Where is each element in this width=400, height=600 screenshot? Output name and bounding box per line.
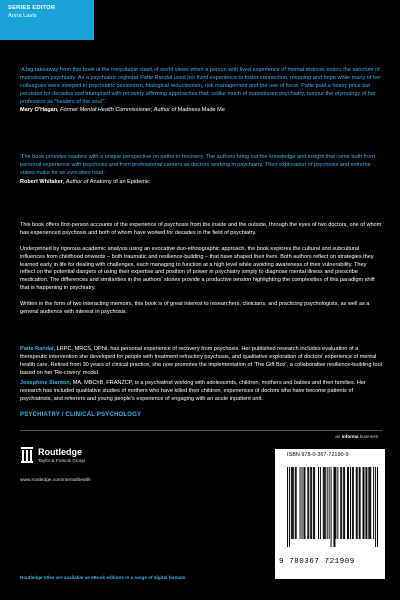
barcode-bar — [323, 467, 324, 539]
barcode-bar — [318, 467, 319, 539]
barcode-bar — [353, 467, 354, 539]
barcode-bar — [335, 467, 336, 539]
barcode-bar — [327, 467, 328, 539]
barcode-bar — [325, 467, 326, 539]
isbn-barcode — [275, 449, 385, 579]
barcode-bar — [357, 467, 358, 539]
barcode-bar — [308, 467, 309, 539]
publisher-url[interactable]: www.routledge.com/mentalhealth — [20, 478, 91, 483]
barcode-bar — [377, 467, 378, 547]
endorser-work: Madness Made Me — [177, 107, 225, 114]
description-paragraph: Written in the form of two interacting memoirs, this book is of great interest to researchers, clinicians, and practicing psychologists, as well as a general audience with interest in psychosis. — [20, 301, 370, 315]
barcode-bar — [313, 467, 314, 539]
barcode-bar — [302, 467, 303, 539]
barcode-bar — [329, 467, 330, 539]
barcode-bar — [337, 467, 338, 539]
endorsement-2 — [20, 154, 382, 187]
book-description — [20, 222, 382, 325]
author-name: Josephine Stanton — [20, 380, 70, 386]
endorser-name: Robert Whitaker — [20, 178, 63, 185]
barcode-bar — [370, 467, 371, 539]
description-paragraph: This book offers first-person accounts of the experience of psychosis from the inside and the outside, through the eyes of two doctors, one of whom has experienced psychosis and both of whom have worked for decades in the field of psychiatry. — [20, 222, 382, 236]
series-editor-box — [0, 0, 94, 40]
barcode-bar — [347, 467, 348, 539]
author-bio-text: , LRPC, MRCS, DPhil, has personal experience of recovery from psychosis. Her published research includes evaluation of a therapeutic intervention she developed for people with treatment refractory psychosis, and qualitative exploration of doctors' experience of mental health care. Retired from 30 years of clinical practice, she now promotes the implementation of 'The Gift Box', a collaborative resilience-building tool based on her 'Re-covery' model. — [20, 346, 382, 376]
author-bio-text: , MA, MBChB, FRANZCP, is a psychiatrist working with adolescents, children, mothers and babies and their families. Her research has included qualitative studies of mothers who have killed their children, experiences of doctors who have become patients of psychiatrists, and referrers and young people's experience of engaging with an acute inpatient unit. — [20, 380, 366, 402]
endorsement-1 — [20, 67, 382, 115]
informa-business-tag: an informa business — [335, 434, 378, 439]
author-bio-2 — [20, 380, 382, 404]
description-paragraph: Underpinned by rigorous academic analysis using an evocative duo-ethnographic approach, the book explores the cultural and subcultural influences from childhood onwards – both traumatic and resilience-building – that have shaped their lives. Both authors reflect on strategies they learned early in life for dealing with challenges, each managing to function at a high level while avoiding awareness of their vulnerability. They reflect on the potential dangers of using their expertise and position of power in psychiatry simply to diagnose mental illness and prescribe medication. The differences and similarities in the authors' stories provide a productive tension highlighting the complexities of this paradigm shift that is happening in psychiatry. — [20, 245, 375, 292]
barcode-bar — [293, 467, 294, 539]
barcode-bar — [331, 467, 332, 547]
barcode-bar — [304, 467, 305, 539]
endorser-role: , Former Mental Health Commissioner; Author of — [57, 107, 178, 114]
barcode-bar — [307, 467, 308, 539]
barcode-bar — [366, 467, 367, 539]
endorsement-text: 'A big takeaway from this book is the inequitable clash of world views when a person with lived experience of mental distress enters the sanctum of mainstream psychiatry. As a psychiatric registrar Patte Randal used her lived experience to foster connection, meaning and hope while many of her colleagues were steeped in psychiatric pessimism, biological reductionism, risk management and the use of force. Patte paid a heavy price but persisted for decades and triumphed with recovery affirming approaches that, unlike much of mainstream psychiatry, honour the etymology of her profession as "healers of the soul".' — [20, 67, 381, 105]
series-editor-title: SERIES EDITOR — [8, 5, 56, 11]
barcode-bar — [300, 467, 301, 539]
barcode-bar — [291, 467, 292, 539]
publisher-group: Taylor & Francis Group — [38, 457, 85, 463]
barcode-bar — [303, 467, 304, 539]
endorser-role: , Author of — [62, 178, 90, 185]
barcode-bar — [334, 467, 335, 547]
barcode-bar — [295, 467, 296, 539]
barcode-bar — [365, 467, 366, 539]
subject-category: PSYCHIATRY / CLINICAL PSYCHOLOGY — [20, 412, 142, 418]
barcode-bar — [314, 467, 315, 539]
isbn-label: ISBN 978-0-367-72190-9 — [287, 452, 349, 458]
barcode-bar — [343, 467, 344, 539]
barcode-bar — [356, 467, 357, 539]
author-name: Patte Randal — [20, 346, 54, 352]
barcode-bar — [348, 467, 349, 539]
barcode-bar — [368, 467, 369, 539]
endorsement-attribution — [20, 107, 382, 115]
endorsement-attribution — [20, 179, 382, 187]
author-bio-1 — [20, 346, 382, 378]
series-editor-name: Anna Lavis — [8, 13, 37, 19]
barcode-bar — [363, 467, 364, 539]
barcode-bar — [369, 467, 370, 539]
barcode-bar — [310, 467, 311, 539]
barcode-bars — [287, 467, 379, 547]
barcode-bar — [375, 467, 376, 547]
barcode-bar — [287, 467, 288, 547]
barcode-bar — [311, 467, 312, 539]
publisher-name: Routledge — [38, 446, 82, 457]
endorser-name: Mary O'Hagan — [20, 107, 58, 114]
barcode-bar — [333, 467, 334, 547]
barcode-bar — [352, 467, 353, 539]
barcode-digits: 9 780367 721909 — [279, 558, 355, 566]
divider — [20, 430, 382, 431]
barcode-bar — [320, 467, 321, 539]
barcode-bar — [359, 467, 360, 539]
routledge-logo — [20, 446, 85, 464]
barcode-bar — [344, 467, 345, 539]
barcode-bar — [324, 467, 325, 539]
barcode-bar — [341, 467, 342, 539]
barcode-bar — [360, 467, 361, 539]
barcode-bar — [350, 467, 351, 539]
barcode-bar — [340, 467, 341, 539]
ebook-note: Routledge titles are available as eBook editions in a range of digital formats — [20, 575, 186, 580]
barcode-bar — [373, 467, 374, 539]
barcode-bar — [292, 467, 293, 539]
routledge-column-icon — [20, 446, 34, 464]
endorser-work: Anatomy of an Epidemic — [89, 178, 150, 185]
barcode-bar — [289, 467, 290, 547]
endorsement-text: 'The book provides readers with a unique perspective on paths to recovery. The authors bring out the knowledge and insight that come both from personal experience with psychosis and from professional careers as doctors working in psychiatry. Their exploration of psychosis and extreme states make for an evocative read.' — [20, 154, 375, 176]
barcode-bar — [296, 467, 297, 539]
barcode-bar — [364, 467, 365, 539]
